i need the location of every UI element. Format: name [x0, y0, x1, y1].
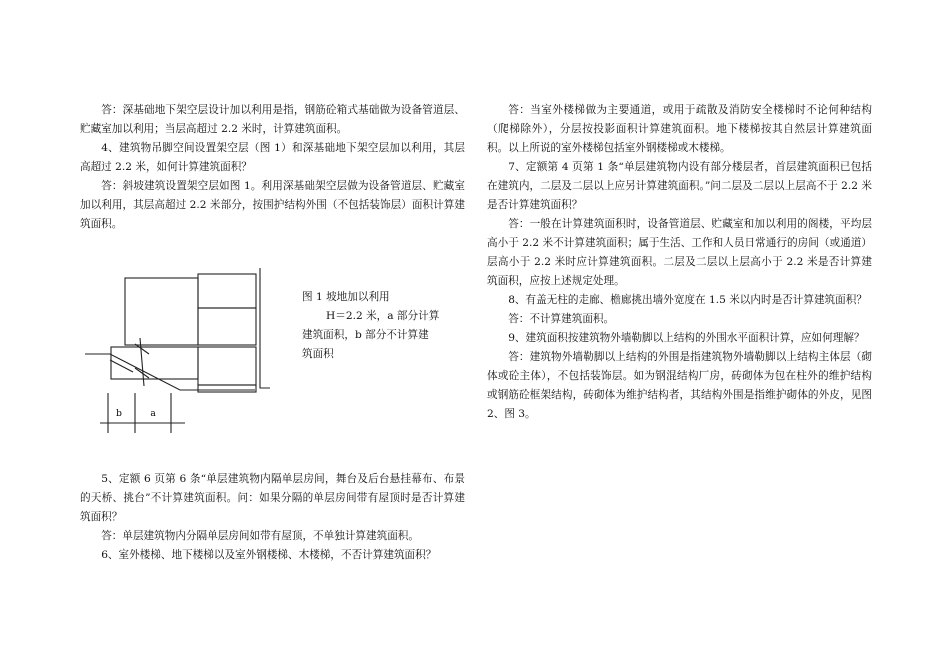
label-a: a: [150, 409, 156, 419]
figure-1-caption: [302, 288, 472, 364]
question-6-paragraph: 6、室外楼梯、地下楼梯以及室外钢楼梯、木楼梯，不否计算建筑面积？: [101, 549, 437, 561]
lower-box-right: [198, 347, 256, 385]
figure-1-slope-diagram: [85, 268, 285, 440]
question-9-paragraph: 9、建筑面积按建筑物外墙勒脚以上结构的外围水平面积计算，应如何理解？: [508, 332, 865, 344]
upper-box-middle: [198, 308, 256, 345]
left-column-top: [80, 101, 465, 234]
slope-inner-line: [110, 360, 133, 372]
answer-6-paragraph: 答：当室外楼梯做为主要通道，或用于疏散及消防安全楼梯时不论何种结构（爬梯除外），分层按投影面积计算建筑面积。地下楼梯按其自然层计算建筑面积。以上所说的室外楼梯包括室外钢楼梯或木楼梯。: [487, 104, 872, 154]
left-column-bottom: [80, 470, 465, 565]
right-column: [487, 101, 872, 424]
lower-box-left: [111, 347, 198, 379]
answer-4-paragraph: 答：斜坡建筑设置架空层如图 1。利用深基础架空层做为设备管道层、贮藏室加以利用，其层高超过 2.2 米部分，按围护结构外围（不包括装饰层）面积计算建筑面积。: [80, 180, 465, 230]
answer-8-paragraph: 答：不计算建筑面积。: [508, 313, 615, 325]
caption-line-3: 建筑面积，b 部分不计算建: [302, 329, 429, 341]
question-8-paragraph: 8、有盖无柱的走廊、檐廊挑出墙外宽度在 1.5 米以内时是否计算建筑面积？: [508, 294, 867, 306]
caption-title: 图 1 坡地加以利用: [302, 291, 390, 303]
answer-9-paragraph: 答：建筑物外墙勒脚以上结构的外围是指建筑物外墙勒脚以上结构主体层（砌体或砼主体），不包括装饰层。如为钢混结构厂房，砖砌体为包在柱外的维护结构或钢筋砼框架结构，砖砌体为维护结构者，其结构外围是指维护砌体的外皮，见图 2、图 3。: [487, 351, 872, 420]
label-b: b: [116, 409, 122, 419]
answer-3-paragraph: 答：深基础地下架空层设计加以利用是指，钢筋砼箱式基础做为设备管道层、贮藏室加以利用；当层高超过 2.2 米时，计算建筑面积。: [80, 104, 465, 135]
question-7-paragraph: 7、定额第 4 页第 1 条“单层建筑物内设有部分楼层者，首层建筑面积已包括在建筑内，二层及二层以上应另计算建筑面积。”问二层及二层以上层高不于 2.2 米是否计算建筑面积？: [487, 161, 872, 211]
answer-7-paragraph: 答：一般在计算建筑面积时，设备管道层、贮藏室和加以利用的阁楼，平均层高小于 2.2 米不计算建筑面积；属于生活、工作和人员日常通行的房间（或通道）层高小于 2.2 米时应计算建筑面积。二层及二层以上层高小于 2.2 米是否计算建筑面积，应按上述规定处理。: [487, 218, 872, 287]
question-5-paragraph: 5、定额 6 页第 6 条“单层建筑物内隔单层房间，舞台及后台悬挂幕布、布景的天桥、挑台”不计算建筑面积。问：如果分隔的单层房间带有屋顶时是否计算建筑面积？: [80, 473, 465, 523]
question-4-paragraph: 4、建筑物吊脚空间设置架空层（图 1）和深基础地下架空层加以利用，其层高超过 2.2 米，如何计算建筑面积？: [80, 142, 465, 173]
upper-box-top: [198, 274, 256, 308]
right-wall-line: [260, 268, 270, 388]
caption-line-4: 筑面积: [302, 348, 334, 360]
lower-box-bottom: [198, 385, 256, 392]
caption-line-2: H＝2.2 米，a 部分计算: [326, 310, 440, 322]
upper-box-left: [125, 278, 198, 345]
answer-5-paragraph: 答：单层建筑物内分隔单层房间如带有屋顶，不单独计算建筑面积。: [101, 530, 419, 542]
